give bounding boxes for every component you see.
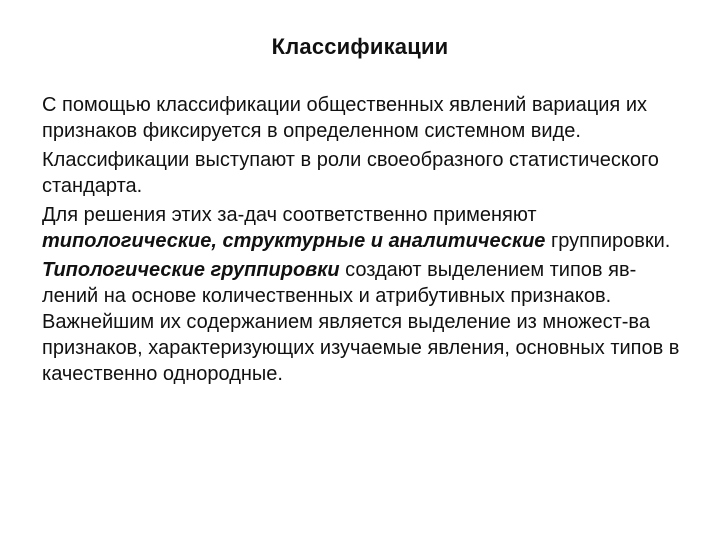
paragraph-classification-variation (42, 92, 682, 144)
paragraph-text-after: группировки. (550, 230, 671, 252)
paragraph-text: С помощью классификации общественных явлений вариация их признаков фиксируется в определенном системном виде. (42, 94, 647, 142)
slide-body (42, 92, 682, 390)
slide-title: Классификации (271, 34, 449, 59)
paragraph-text-after: создают выделением типов яв-лений на основе количественных и атрибутивных признаков. Важнейшим их содержанием является выделение из множест-ва признаков, характеризующих изучаемые явления, основных типов в качественно однородные. (42, 259, 680, 385)
paragraph-text-before: Для решения этих за-дач соответственно применяют (42, 204, 537, 226)
paragraph-text: Классификации выступают в роли своеобразного статистического стандарта. (42, 149, 659, 197)
paragraph-emphasis: типологические, структурные и аналитические (42, 230, 546, 252)
paragraph-grouping-types (42, 202, 682, 254)
paragraph-statistical-standard (42, 147, 682, 199)
paragraph-emphasis: Типологические группировки (42, 259, 340, 281)
paragraph-typological-groupings (42, 257, 682, 387)
